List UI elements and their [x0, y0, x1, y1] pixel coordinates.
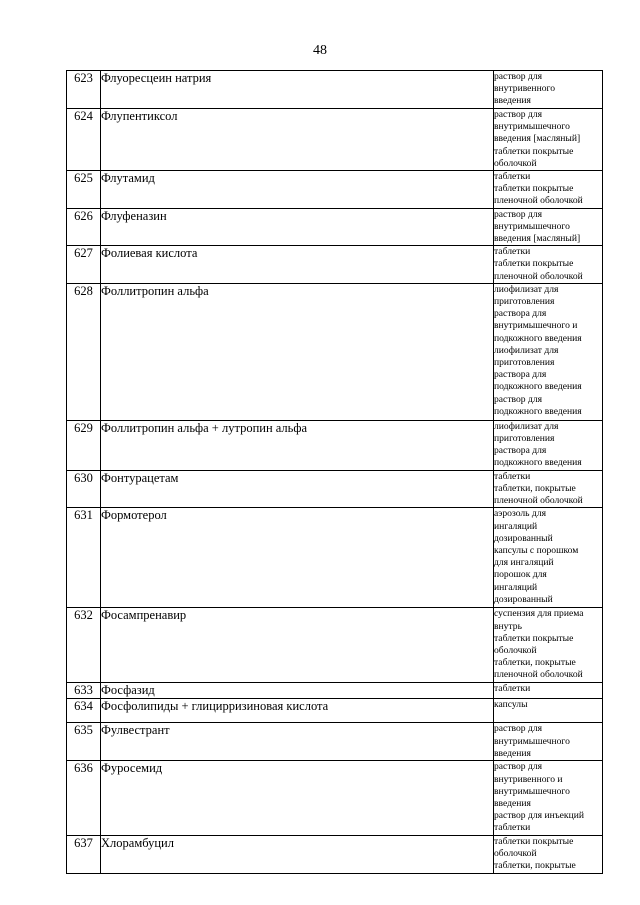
dosage-forms-text: раствор для внутривенного введения [494, 71, 555, 107]
dosage-forms-text: таблетки таблетки покрытые пленочной оболочкой [494, 246, 583, 282]
dosage-forms-cell [494, 109, 603, 171]
dosage-forms-text: таблетки покрытые оболочкой таблетки, покрытые [494, 835, 576, 872]
row-number: 636 [67, 761, 101, 835]
table-row [67, 246, 603, 284]
row-number: 635 [67, 723, 101, 761]
drug-name: Формотерол [101, 508, 494, 608]
drug-name: Фулвестрант [101, 723, 494, 761]
drug-name: Фонтурацетам [101, 470, 494, 508]
drug-name: Фоллитропин альфа [101, 283, 494, 420]
table-row [67, 283, 603, 420]
table-row [67, 699, 603, 723]
dosage-forms-text: таблетки таблетки покрытые пленочной оболочкой [494, 171, 583, 207]
drug-name: Фоллитропин альфа + лутропин альфа [101, 420, 494, 470]
drug-name: Флуоресцеин натрия [101, 71, 494, 109]
table-body [67, 71, 603, 874]
row-number: 628 [67, 283, 101, 420]
dosage-forms-cell [494, 470, 603, 508]
row-number: 632 [67, 608, 101, 683]
drug-name: Фосфазид [101, 683, 494, 699]
dosage-forms-text: аэрозоль для ингаляций дозированный капсулы с порошком для ингаляций порошок для ингаляций дозированный [494, 508, 579, 605]
drug-table [66, 70, 603, 874]
drug-name: Флутамид [101, 171, 494, 209]
dosage-forms-cell [494, 508, 603, 608]
row-number: 631 [67, 508, 101, 608]
row-number: 626 [67, 208, 101, 246]
table-row [67, 683, 603, 699]
table-row [67, 761, 603, 835]
dosage-forms-text: раствор для внутримышечного введения [масляный] таблетки покрытые оболочкой [494, 109, 581, 169]
dosage-forms-cell [494, 171, 603, 209]
dosage-forms-text: капсулы [494, 699, 528, 711]
row-number: 637 [67, 835, 101, 873]
table-row [67, 109, 603, 171]
row-number: 630 [67, 470, 101, 508]
table-row [67, 835, 603, 873]
drug-name: Фосампренавир [101, 608, 494, 683]
table-row [67, 723, 603, 761]
dosage-forms-text: раствор для внутримышечного введения [494, 723, 570, 759]
row-number: 623 [67, 71, 101, 109]
dosage-forms-text: лиофилизат для приготовления раствора для подкожного введения [494, 420, 582, 469]
dosage-forms-text: лиофилизат для приготовления раствора для внутримышечного и подкожного введения лиофилизат для приготовления раствора для подкожного введения раствор для подкожного введения [494, 283, 582, 417]
dosage-forms-cell [494, 608, 603, 683]
dosage-forms-cell [494, 835, 603, 873]
table-row [67, 508, 603, 608]
table-row [67, 71, 603, 109]
table-row [67, 470, 603, 508]
row-number: 629 [67, 420, 101, 470]
drug-name: Флуфеназин [101, 208, 494, 246]
drug-name: Фосфолипиды + глицирризиновая кислота [101, 699, 494, 723]
dosage-forms-text: раствор для внутримышечного введения [масляный] [494, 208, 581, 245]
drug-name: Фуросемид [101, 761, 494, 835]
dosage-forms-cell [494, 723, 603, 761]
page-number: 48 [313, 43, 327, 58]
row-number: 624 [67, 109, 101, 171]
drug-name: Фолиевая кислота [101, 246, 494, 284]
drug-name: Флупентиксол [101, 109, 494, 171]
dosage-forms-text: таблетки [494, 683, 531, 695]
table-row [67, 208, 603, 246]
dosage-forms-cell [494, 71, 603, 109]
dosage-forms-cell [494, 246, 603, 284]
dosage-forms-text: суспензия для приема внутрь таблетки покрытые оболочкой таблетки, покрытые пленочной оболочкой [494, 608, 584, 681]
dosage-forms-cell [494, 420, 603, 470]
row-number: 634 [67, 699, 101, 723]
table-row [67, 171, 603, 209]
dosage-forms-cell [494, 208, 603, 246]
row-number: 633 [67, 683, 101, 699]
dosage-forms-cell [494, 761, 603, 835]
dosage-forms-text: раствор для внутривенного и внутримышечного введения раствор для инъекций таблетки [494, 761, 584, 834]
dosage-forms-text: таблетки таблетки, покрытые пленочной оболочкой [494, 470, 583, 507]
table-row [67, 608, 603, 683]
row-number: 627 [67, 246, 101, 284]
dosage-forms-cell [494, 283, 603, 420]
table-row [67, 420, 603, 470]
drug-name: Хлорамбуцил [101, 835, 494, 873]
dosage-forms-cell [494, 683, 603, 699]
row-number: 625 [67, 171, 101, 209]
dosage-forms-cell [494, 699, 603, 723]
